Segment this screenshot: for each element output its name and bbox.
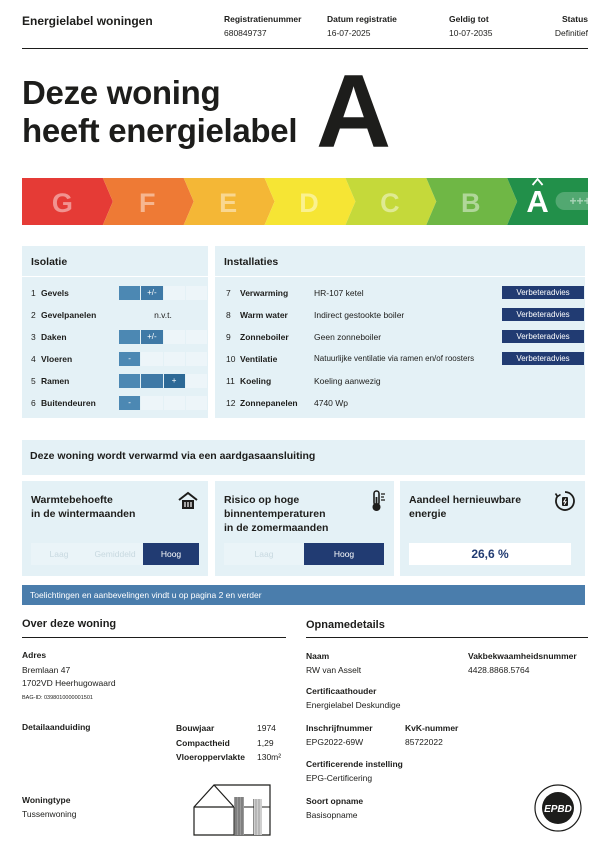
risico-title-l1: Risico op hoge	[224, 494, 300, 506]
verbeteradvies-button[interactable]: Verbeteradvies	[502, 286, 584, 299]
installaties-title: Installaties	[224, 256, 279, 268]
vakbekwaamheid-value: 4428.8868.5764	[468, 665, 530, 675]
hernieuwbare-title-l2: energie	[409, 508, 447, 520]
hernieuwbare-energie-box	[400, 481, 585, 576]
risico-title-l3: in de zomermaanden	[224, 522, 329, 534]
inschrijfnummer-value: EPG2022-69W	[306, 737, 364, 747]
status-value: Definitief	[554, 28, 588, 38]
hernieuwbare-value: 26,6 %	[409, 543, 571, 565]
row-number: 9	[226, 332, 231, 342]
warmtebehoefte-box	[22, 481, 208, 576]
thermometer-icon	[368, 489, 388, 513]
document-title: Energielabel woningen	[22, 14, 153, 28]
risico-title-l2: binnentemperaturen	[224, 508, 326, 520]
scale-letter-d: D	[299, 188, 319, 218]
tussenwoning-icon	[192, 783, 274, 837]
energy-scale-graphic	[22, 178, 598, 225]
installatie-row	[226, 352, 584, 366]
row-name: Zonneboiler	[240, 332, 289, 342]
row-number: 8	[226, 310, 231, 320]
option-laag: Laag	[31, 543, 87, 565]
warmtebehoefte-title-l2: in de wintermaanden	[31, 508, 136, 520]
verbeteradvies-button[interactable]: Verbeteradvies	[502, 330, 584, 343]
energy-label-letter: A	[316, 54, 392, 170]
scale-letter-g: G	[51, 188, 73, 218]
rating-cells	[119, 396, 207, 410]
rating-cell	[141, 374, 162, 388]
certificerende-instelling-value: EPG-Certificering	[306, 773, 373, 783]
row-number: 11	[226, 376, 235, 386]
option-laag: Laag	[224, 543, 304, 565]
row-name: Warm water	[240, 310, 288, 320]
compactheid-label: Compactheid	[176, 738, 230, 748]
rating-cell-mark: -	[119, 396, 140, 410]
row-value: HR-107 ketel	[314, 288, 364, 298]
label-heading-line2: heeft energielabel	[22, 112, 298, 149]
plus-classes-text: ++++	[569, 194, 598, 208]
row-value: n.v.t.	[154, 310, 172, 320]
warmtebehoefte-title-l1: Warmtebehoefte	[31, 494, 113, 506]
option-hoog-selected: Hoog	[304, 543, 384, 565]
certificerende-instelling-label: Certificerende instelling	[306, 759, 403, 769]
isolatie-row	[31, 330, 207, 344]
rating-cell	[186, 396, 207, 410]
header-divider	[22, 48, 588, 49]
rating-cell-mark: +/-	[141, 286, 162, 300]
bouwjaar-value: 1974	[257, 723, 276, 733]
scale-letter-a: A	[526, 184, 549, 219]
rating-cell	[186, 352, 207, 366]
registratienummer-value: 680849737	[224, 28, 267, 38]
verbeteradvies-button[interactable]: Verbeteradvies	[502, 308, 584, 321]
installatie-row	[226, 396, 584, 410]
row-value: Indirect gestookte boiler	[314, 310, 405, 320]
rating-cell	[119, 286, 140, 300]
status-block	[538, 12, 588, 40]
installaties-divider	[215, 276, 585, 277]
datum-block	[327, 12, 397, 40]
rating-cells	[119, 374, 207, 388]
isolatie-row	[31, 374, 207, 388]
scale-letter-c: C	[380, 188, 400, 218]
row-name: Ventilatie	[240, 354, 278, 364]
risico-box	[215, 481, 394, 576]
row-number: 10	[226, 354, 236, 364]
rating-cell	[141, 396, 162, 410]
soort-opname-label: Soort opname	[306, 796, 364, 806]
vloeroppervlakte-label: Vloeroppervlakte	[176, 752, 245, 762]
woningtype-value: Tussenwoning	[22, 809, 77, 819]
label-heading-line1: Deze woning	[22, 74, 221, 111]
adres-line2: 1702VD Heerhugowaard	[22, 678, 116, 688]
scale-letter-b: B	[460, 188, 481, 218]
certificaathouder-value: Energielabel Deskundige	[306, 700, 401, 710]
hernieuwbare-title-l1: Aandeel hernieuwbare	[409, 494, 522, 506]
row-name: Buitendeuren	[41, 398, 96, 408]
isolatie-panel	[22, 246, 208, 418]
rating-cells	[119, 330, 207, 344]
isolatie-title: Isolatie	[31, 256, 68, 268]
installatie-row	[226, 308, 584, 322]
rating-cell	[141, 352, 162, 366]
toelichting-text: Toelichtingen en aanbevelingen vindt u op pagina 2 en verder	[30, 590, 262, 600]
rating-cell-mark: +/-	[141, 330, 162, 344]
row-name: Verwarming	[240, 288, 289, 298]
renewable-energy-icon	[553, 489, 577, 513]
risico-title	[224, 493, 328, 535]
rating-cell	[164, 352, 185, 366]
bag-id: BAG-ID: 0398010000001501	[22, 695, 93, 701]
opnamedetails-divider	[306, 637, 588, 638]
row-name: Koeling	[240, 376, 272, 386]
row-name: Zonnepanelen	[240, 398, 298, 408]
adres-line1: Bremlaan 47	[22, 665, 71, 675]
row-name: Gevelpanelen	[41, 310, 97, 320]
geldig-label: Geldig tot	[449, 14, 489, 24]
row-name: Ramen	[41, 376, 70, 386]
verbeteradvies-button[interactable]: Verbeteradvies	[502, 352, 584, 365]
datum-label: Datum registratie	[327, 14, 397, 24]
row-name: Vloeren	[41, 354, 73, 364]
isolatie-row	[31, 308, 207, 322]
epbd-logo-text: EPBD	[544, 804, 572, 815]
row-value: Geen zonneboiler	[314, 332, 382, 342]
over-woning-title: Over deze woning	[22, 618, 117, 630]
kvk-label: KvK-nummer	[405, 723, 459, 733]
detailaanduiding-label: Detailaanduiding	[22, 722, 91, 732]
geldig-block	[449, 12, 492, 40]
rating-cell	[186, 286, 207, 300]
option-gemiddeld: Gemiddeld	[87, 543, 143, 565]
certificaathouder-label: Certificaathouder	[306, 686, 377, 696]
rating-cell	[186, 330, 207, 344]
vakbekwaamheid-label: Vakbekwaamheidsnummer	[468, 651, 577, 661]
rating-cell-mark: -	[119, 352, 140, 366]
rating-cell	[186, 374, 207, 388]
rating-cell	[119, 374, 140, 388]
house-heat-icon	[178, 491, 198, 511]
woningtype-label: Woningtype	[22, 795, 71, 805]
isolatie-divider	[22, 276, 208, 277]
rating-cell	[119, 330, 140, 344]
row-number: 1	[31, 288, 36, 298]
installatie-row	[226, 330, 584, 344]
rating-cell-mark: +	[164, 374, 185, 388]
over-woning-divider	[22, 637, 286, 638]
rating-cell	[164, 396, 185, 410]
opnamedetails-title: Opnamedetails	[306, 619, 385, 631]
installaties-panel	[215, 246, 585, 418]
status-label: Status	[562, 14, 588, 24]
row-value: 4740 Wp	[314, 398, 349, 408]
warmtebehoefte-title	[31, 493, 135, 521]
aardgas-banner	[22, 440, 585, 475]
kvk-value: 85722022	[405, 737, 443, 747]
adres-label: Adres	[22, 650, 47, 660]
naam-label: Naam	[306, 651, 330, 661]
row-value: Natuurlijke ventilatie via ramen en/of roosters	[314, 354, 475, 363]
isolatie-row	[31, 396, 207, 410]
soort-opname-value: Basisopname	[306, 810, 358, 820]
row-number: 12	[226, 398, 236, 408]
row-number: 5	[31, 376, 36, 386]
bouwjaar-label: Bouwjaar	[176, 723, 215, 733]
rating-cell	[164, 330, 185, 344]
row-value: Koeling aanwezig	[314, 376, 381, 386]
toelichting-bar	[22, 585, 585, 605]
row-number: 7	[226, 288, 231, 298]
energy-label-scale	[22, 178, 598, 225]
row-number: 4	[31, 354, 36, 364]
registratienummer-label: Registratienummer	[224, 14, 302, 24]
compactheid-value: 1,29	[257, 738, 274, 748]
rating-cells	[119, 352, 207, 366]
option-hoog-selected: Hoog	[143, 543, 199, 565]
row-name: Daken	[41, 332, 67, 342]
label-heading	[22, 74, 297, 150]
epbd-logo	[533, 783, 583, 833]
scale-letter-f: F	[139, 188, 156, 218]
rating-cells	[119, 286, 207, 300]
geldig-value: 10-07-2035	[449, 28, 493, 38]
naam-value: RW van Asselt	[306, 665, 362, 675]
row-number: 3	[31, 332, 36, 342]
datum-value: 16-07-2025	[327, 28, 371, 38]
row-name: Gevels	[41, 288, 69, 298]
installatie-row	[226, 374, 584, 388]
rating-cell	[164, 286, 185, 300]
scale-letter-e: E	[219, 188, 238, 218]
installatie-row	[226, 286, 584, 300]
vloeroppervlakte-value: 130m²	[257, 752, 282, 762]
isolatie-row	[31, 352, 207, 366]
inschrijfnummer-label: Inschrijfnummer	[306, 723, 373, 733]
row-number: 6	[31, 398, 36, 408]
hernieuwbare-title	[409, 493, 521, 521]
aardgas-banner-text: Deze woning wordt verwarmd via een aardgasaansluiting	[30, 450, 316, 462]
row-number: 2	[31, 310, 36, 320]
isolatie-row	[31, 286, 207, 300]
registratienummer-block	[224, 12, 301, 40]
